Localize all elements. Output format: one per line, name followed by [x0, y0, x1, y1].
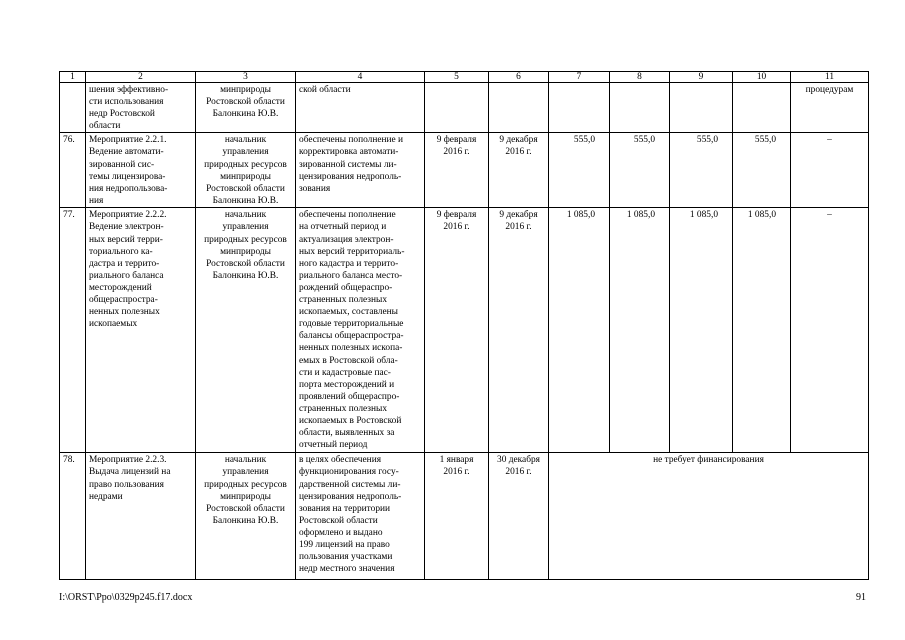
- executor: минприроды Ростовской области Балонкина Ю.В.: [196, 83, 296, 133]
- value-col-7: 1 085,0: [549, 208, 610, 453]
- column-number-9: 9: [670, 72, 733, 83]
- column-number-4: 4: [296, 72, 425, 83]
- value-col-8: 555,0: [610, 133, 670, 208]
- report-table: [59, 71, 869, 580]
- value-col-9: [670, 83, 733, 133]
- expected-result: ской области: [296, 83, 425, 133]
- end-date: [489, 83, 549, 133]
- executor: начальник управления природных ресурсов минприроды Ростовской области Балонкина Ю.В.: [196, 453, 296, 580]
- column-number-11: 11: [791, 72, 869, 83]
- event-name: Мероприятие 2.2.1. Ведение автомати- зированной сис- темы лицензирова- ния недропользова- ния: [86, 133, 196, 208]
- table-row: [60, 83, 869, 133]
- start-date: 9 февраля 2016 г.: [425, 208, 489, 453]
- row-number: 78.: [60, 453, 86, 580]
- column-number-10: 10: [733, 72, 791, 83]
- start-date: 1 января 2016 г.: [425, 453, 489, 580]
- event-name: шения эффективно- сти использования недр Ростовской области: [86, 83, 196, 133]
- table-header-row: [60, 72, 869, 83]
- value-col-10: [733, 83, 791, 133]
- column-number-2: 2: [86, 72, 196, 83]
- expected-result: в целях обеспечения функционирования госу- дарственной системы ли- цензирования недрополь- зования на территории Ростовской области оформлено и выдано 199 лицензий на право пользования участками недр местного значения: [296, 453, 425, 580]
- expected-result: обеспечены пополнение и корректировка автомати- зированной системы ли- цензирования недрополь- зования: [296, 133, 425, 208]
- column-number-8: 8: [610, 72, 670, 83]
- event-name: Мероприятие 2.2.3. Выдача лицензий на право пользования недрами: [86, 453, 196, 580]
- note: –: [791, 208, 869, 453]
- column-number-6: 6: [489, 72, 549, 83]
- value-col-8: [610, 83, 670, 133]
- expected-result: обеспечены пополнение на отчетный период и актуализация электрон- ных версий территориаль- ного кадастра и террито- риального баланса место- рождений общераспро- страненных полезных ископаемых, составлены годовые территориальные балансы общераспростра- ненных полезных ископа- емых в Ростовской обла- сти и кадастровые пас- порта месторождений и проявлений общераспро- страненных полезных ископаемых в Ростовской области, выявленных за отчетный период: [296, 208, 425, 453]
- row-number: [60, 83, 86, 133]
- value-col-9: 555,0: [670, 133, 733, 208]
- row-number: 77.: [60, 208, 86, 453]
- end-date: 30 декабря 2016 г.: [489, 453, 549, 580]
- page-number: 91: [856, 592, 866, 603]
- column-number-1: 1: [60, 72, 86, 83]
- executor: начальник управления природных ресурсов минприроды Ростовской области Балонкина Ю.В.: [196, 133, 296, 208]
- value-col-7: [549, 83, 610, 133]
- column-number-7: 7: [549, 72, 610, 83]
- financing-note: не требует финансирования: [549, 453, 869, 580]
- executor: начальник управления природных ресурсов минприроды Ростовской области Балонкина Ю.В.: [196, 208, 296, 453]
- document-file-path: I:\ORST\Ppo\0329p245.f17.docx: [59, 592, 193, 603]
- column-number-3: 3: [196, 72, 296, 83]
- value-col-10: 1 085,0: [733, 208, 791, 453]
- start-date: 9 февраля 2016 г.: [425, 133, 489, 208]
- value-col-9: 1 085,0: [670, 208, 733, 453]
- table-row: [60, 453, 869, 580]
- start-date: [425, 83, 489, 133]
- value-col-8: 1 085,0: [610, 208, 670, 453]
- table-row: [60, 133, 869, 208]
- note: процедурам: [791, 83, 869, 133]
- end-date: 9 декабря 2016 г.: [489, 208, 549, 453]
- column-number-5: 5: [425, 72, 489, 83]
- value-col-7: 555,0: [549, 133, 610, 208]
- event-name: Мероприятие 2.2.2. Ведение электрон- ных версий терри- ториального ка- дастра и террито- риального баланса месторождений общераспростра- ненных полезных ископаемых: [86, 208, 196, 453]
- note: –: [791, 133, 869, 208]
- end-date: 9 декабря 2016 г.: [489, 133, 549, 208]
- row-number: 76.: [60, 133, 86, 208]
- table-row: [60, 208, 869, 453]
- value-col-10: 555,0: [733, 133, 791, 208]
